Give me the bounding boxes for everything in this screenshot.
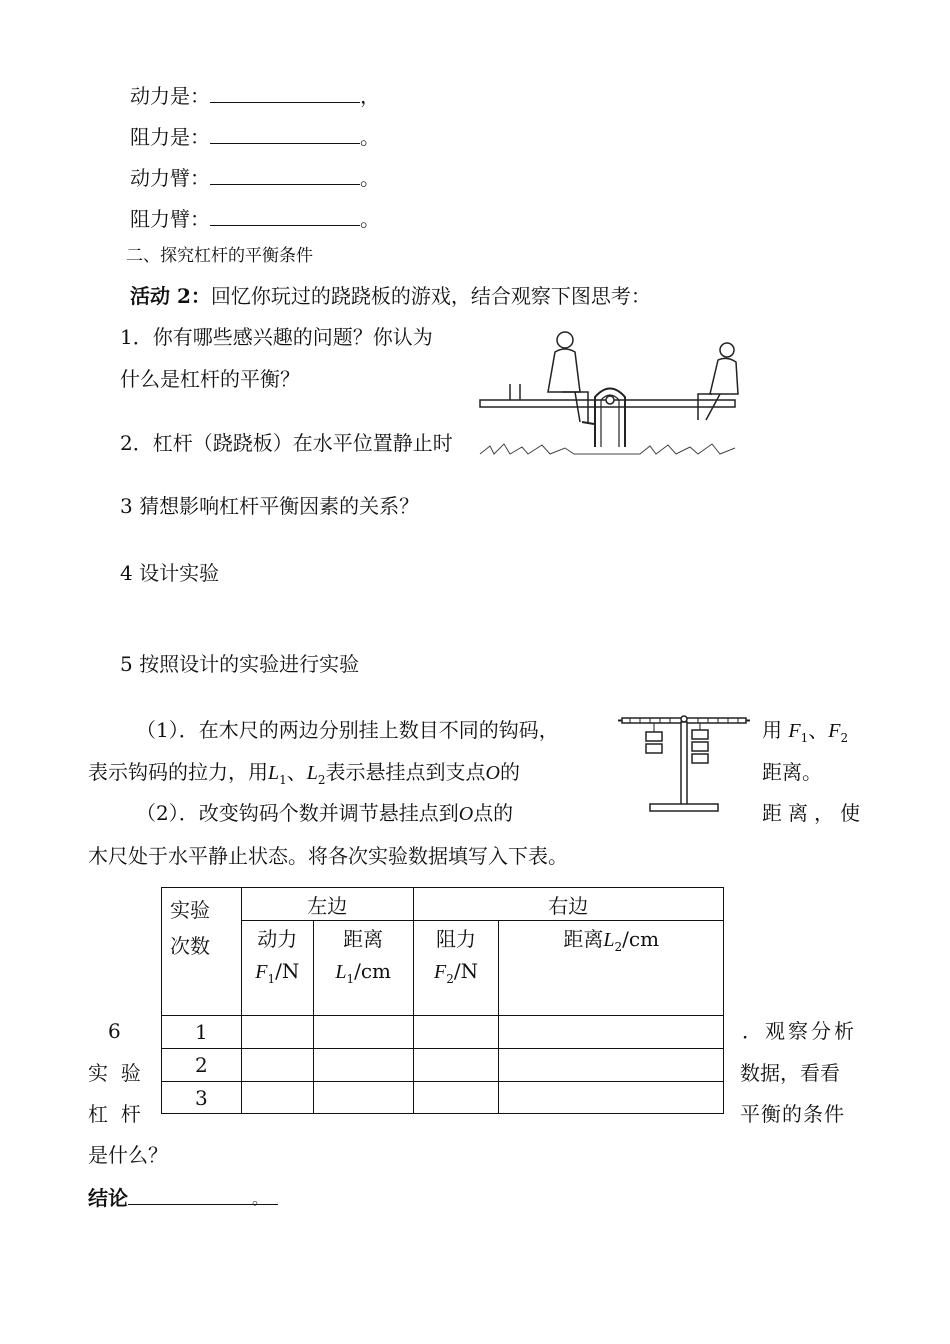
header-trial-count: 实验 次数: [162, 888, 242, 1016]
question-2: 2．杠杆（跷跷板）在水平位置静止时: [120, 431, 453, 455]
table-cell[interactable]: [313, 1016, 413, 1049]
table-cell[interactable]: [499, 1049, 724, 1082]
header-load-arm: 距离$L_2/cm$: [499, 921, 724, 1016]
question-3: 3 猜想影响杠杆平衡因素的关系？: [120, 494, 420, 518]
blank-field[interactable]: [210, 125, 360, 144]
header-right-side: 右边: [413, 888, 723, 921]
fill-line-1: 动力是： ，: [130, 84, 380, 108]
step-1-line-1-right: 用 $F_1$、$F_2$: [762, 718, 849, 745]
question-6-left-2: 杠 杆: [88, 1102, 141, 1126]
step-1-line-2: 表示钩码的拉力，用$L_1$、$L_2$表示悬挂点到支点O的: [88, 760, 520, 787]
table-cell[interactable]: [241, 1082, 313, 1114]
header-effort-force: 动力 $F_1/N$: [241, 921, 313, 1016]
conclusion: 结论 。: [88, 1186, 278, 1208]
table-row: 1: [162, 1016, 724, 1049]
lever-apparatus-illustration: [614, 706, 754, 818]
step-1-line-2-right: 距离。: [762, 760, 822, 784]
experiment-data-table: [161, 887, 724, 1114]
conclusion-blank[interactable]: 。: [128, 1186, 278, 1205]
fill-line-3: 动力臂： 。: [130, 166, 380, 190]
question-6-number: 6: [108, 1019, 121, 1043]
question-6-left-1: 实 验: [88, 1061, 141, 1085]
blank-field[interactable]: [210, 84, 360, 103]
question-5: 5 按照设计的实验进行实验: [120, 652, 360, 676]
step-2-line-1-right: 距离，使: [762, 801, 866, 825]
table-cell[interactable]: [499, 1082, 724, 1114]
header-left-side: 左边: [241, 888, 413, 921]
table-cell[interactable]: [241, 1016, 313, 1049]
question-6-right-2: 数据，看看: [740, 1061, 840, 1085]
question-1-line-2: 什么是杠杆的平衡？: [120, 367, 300, 391]
seesaw-illustration: [470, 322, 740, 462]
table-cell[interactable]: [413, 1082, 499, 1114]
question-6-right-3: 平衡的条件: [740, 1102, 845, 1126]
question-4: 4 设计实验: [120, 561, 220, 585]
table-cell[interactable]: [313, 1082, 413, 1114]
blank-field[interactable]: [210, 166, 360, 185]
fill-line-4: 阻力臂： 。: [130, 207, 380, 231]
activity-label: 活动 2：: [130, 284, 211, 308]
step-2-line-2: 木尺处于水平静止状态。将各次实验数据填写入下表。: [88, 844, 568, 868]
table-cell[interactable]: [241, 1049, 313, 1082]
table-cell[interactable]: [499, 1016, 724, 1049]
table-row: 2: [162, 1049, 724, 1082]
step-1-line-1: （1）．在木尺的两边分别挂上数目不同的钩码，: [136, 718, 559, 742]
header-effort-arm: 距离 $L_1/cm$: [313, 921, 413, 1016]
table-cell[interactable]: [413, 1016, 499, 1049]
step-2-line-1: （2）．改变钩码个数并调节悬挂点到O点的: [136, 801, 514, 825]
table-cell[interactable]: [413, 1049, 499, 1082]
header-load-force: 阻力 $F_2/N$: [413, 921, 499, 1016]
table-row: 3: [162, 1082, 724, 1114]
question-6-tail: 是什么？: [88, 1143, 168, 1167]
table-cell[interactable]: [313, 1049, 413, 1082]
activity-2: 活动 2：回忆你玩过的跷跷板的游戏，结合观察下图思考：: [130, 284, 651, 308]
question-1-line-1: 1．你有哪些感兴趣的问题？你认为: [120, 325, 433, 349]
fill-line-2: 阻力是： 。: [130, 125, 380, 149]
question-6-right-1: ．观察分析: [742, 1019, 857, 1043]
blank-field[interactable]: [210, 207, 360, 226]
section-title: 二、探究杠杆的平衡条件: [126, 246, 313, 266]
